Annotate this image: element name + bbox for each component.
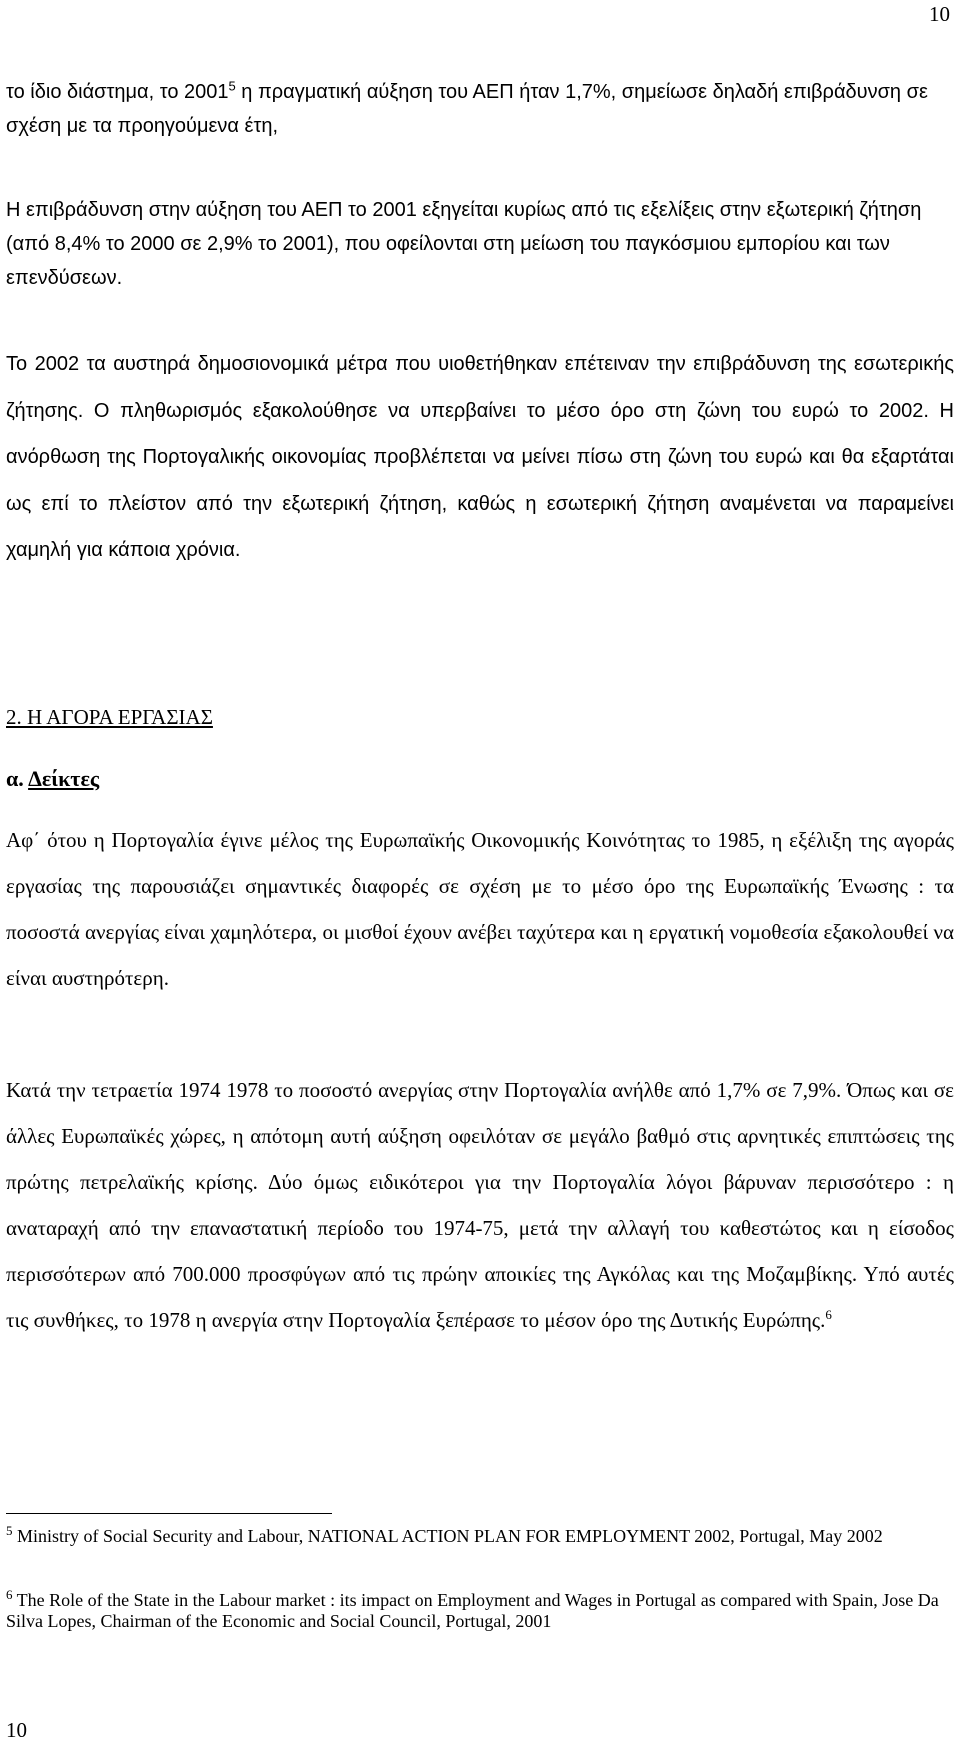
subsection-heading-indicators [6, 766, 99, 792]
subsection-prefix: α. [6, 766, 29, 791]
footnote-5-text: Ministry of Social Security and Labour, NATIONAL ACTION PLAN FOR EMPLOYMENT 2002, Portugal, May 2002 [12, 1526, 883, 1546]
paragraph-fiscal-measures: Το 2002 τα αυστηρά δημοσιονομικά μέτρα που υιοθετήθηκαν επέτειναν την επιβράδυνση της εσωτερικής ζήτησης. Ο πληθωρισμός εξακολούθησε να υπερβαίνει το μέσο όρο στη ζώνη του ευρώ το 2002. Η ανόρθωση της Πορτογαλικής οικονομίας προβλέπεται να μείνει πίσω στη ζώνη του ευρώ και θα εξαρτάται ως επί το πλείστον από την εξωτερική ζήτηση, καθώς η εσωτερική ζήτηση αναμένεται να παραμείνει χαμηλή για κάποια χρόνια. [6, 353, 954, 561]
footnote-5-number: 5 [6, 1523, 13, 1538]
footnote-ref-5[interactable]: 5 [228, 78, 236, 94]
paragraph-gdp-growth-text-before: το ίδιο διάστημα, το 2001 [6, 81, 229, 103]
paragraph-unemployment-text: Κατά την τετραετία 1974 1978 το ποσοστό ανεργίας στην Πορτογαλία ανήλθε από 1,7% σε 7,9%. Όπως και σε άλλες Ευρωπαϊκές χώρες, η απότομη αυτή αύξηση οφειλόταν σε μεγάλο βαθμό στις αρνητικές επιπτώσεις της πρώτης πετρελαϊκής κρίσης. Δύο όμως ειδικότεροι για την Πορτογαλία λόγοι βάρυναν περισσότερο : η αναταραχή από την επαναστατική περίοδο του 1974-75, μετά την αλλαγή του καθεστώτος και η είσοδος περισσότερων από 700.000 προσφύγων από τις πρώην αποικίες της Αγκόλας και της Μοζαμβίκης. Υπό αυτές τις συνθήκες, το 1978 η ανεργία στην Πορτογαλία ξεπέρασε το μέσον όρο της Δυτικής Ευρώπης. [6, 1078, 954, 1332]
paragraph-eec-membership: Αφ΄ ότου η Πορτογαλία έγινε μέλος της Ευρωπαϊκής Οικονομικής Κοινότητας το 1985, η εξέλιξη της αγοράς εργασίας της παρουσιάζει σημαντικές διαφορές σε σχέση με το μέσο όρο της Ευρωπαϊκής Ένωσης : τα ποσοστά ανεργίας είναι χαμηλότερα, οι μισθοί έχουν ανέβει ταχύτερα και η εργατική νομοθεσία εξακολουθεί να είναι αυστηρότερη. [6, 828, 954, 990]
subsection-title: Δείκτες [28, 766, 100, 791]
paragraph-gdp-growth [6, 75, 954, 143]
section-heading-labour-market: 2. Η ΑΓΟΡΑ ΕΡΓΑΣΙΑΣ [6, 705, 213, 729]
footnote-ref-6[interactable]: 6 [825, 1307, 832, 1322]
paragraph-gdp-growth-text-after: η πραγματική αύξηση του ΑΕΠ ήταν 1,7%, σημείωσε δηλαδή επιβράδυνση σε σχέση με τα προηγούμενα έτη, [6, 81, 928, 137]
footnote-5 [6, 1523, 954, 1547]
footnote-6-number: 6 [6, 1587, 13, 1602]
footnote-6-text: The Role of the State in the Labour market : its impact on Employment and Wages in Portugal as compared with Spain, Jose Da Silva Lopes, Chairman of the Economic and Social Council, Portugal, 2001 [6, 1590, 939, 1631]
footnote-separator [6, 1513, 332, 1514]
footnote-6 [6, 1587, 954, 1632]
page-number-bottom: 10 [6, 1718, 27, 1742]
paragraph-unemployment-1974-1978 [6, 1067, 954, 1343]
paragraph-external-demand: Η επιβράδυνση στην αύξηση του ΑΕΠ το 2001 εξηγείται κυρίως από τις εξελίξεις στην εξωτερική ζήτηση (από 8,4% το 2000 σε 2,9% το 2001), που οφείλονται στη μείωση του παγκόσμιου εμπορίου και των επενδύσεων. [6, 199, 922, 289]
page-number-top: 10 [929, 2, 950, 26]
